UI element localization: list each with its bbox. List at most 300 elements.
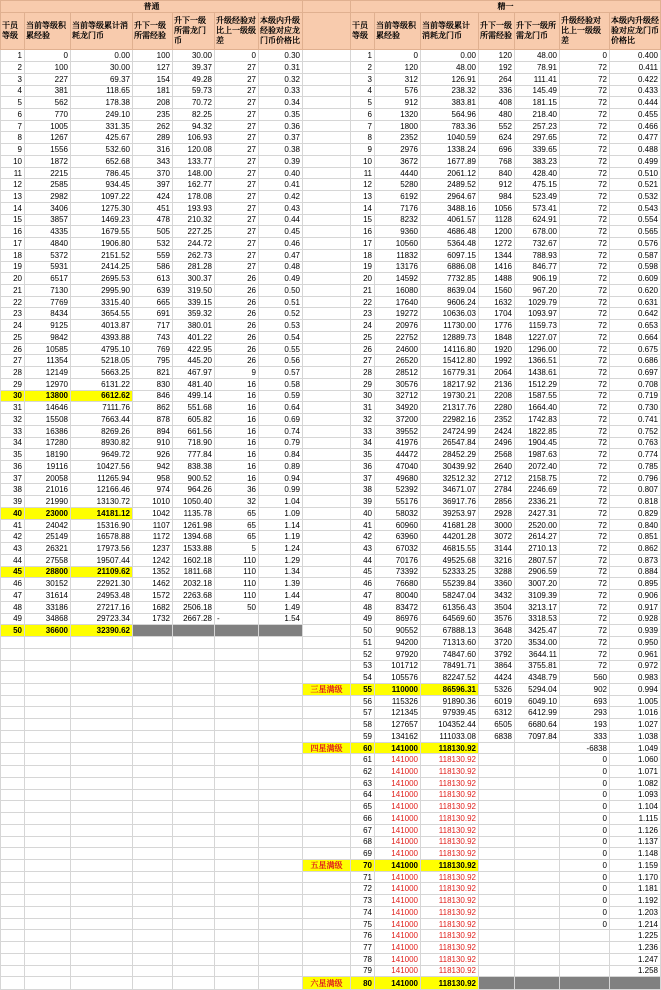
cell[interactable]: 862	[133, 402, 173, 414]
cell[interactable]: 1.115	[610, 813, 661, 825]
cell[interactable]: 26547.84	[421, 437, 479, 449]
empty-cell[interactable]	[173, 789, 215, 801]
cell[interactable]: 72	[560, 554, 610, 566]
cell[interactable]: 218.40	[515, 108, 560, 120]
empty-cell[interactable]	[215, 965, 259, 977]
cell[interactable]: 16	[1, 226, 25, 238]
cell[interactable]: 32390.62	[71, 625, 133, 637]
cell[interactable]: 20	[1, 273, 25, 285]
cell[interactable]: 1.225	[610, 930, 661, 942]
cell[interactable]: 0.774	[610, 449, 661, 461]
empty-cell[interactable]	[259, 977, 303, 990]
cell[interactable]: 0.31	[259, 62, 303, 74]
cell[interactable]: 72	[560, 648, 610, 660]
cell[interactable]: 6612.62	[71, 390, 133, 402]
empty-cell[interactable]	[259, 918, 303, 930]
cell[interactable]: 50	[1, 625, 25, 637]
cell[interactable]: 0.41	[259, 179, 303, 191]
cell[interactable]: 6412.99	[515, 707, 560, 719]
cell[interactable]	[479, 977, 515, 990]
empty-cell[interactable]	[1, 859, 25, 871]
cell[interactable]: 0.43	[259, 202, 303, 214]
cell[interactable]: 29	[1, 378, 25, 390]
cell[interactable]: 397	[133, 179, 173, 191]
empty-cell[interactable]	[71, 742, 133, 754]
cell[interactable]: 786.45	[71, 167, 133, 179]
cell[interactable]: 0.56	[259, 355, 303, 367]
cell[interactable]: 9	[351, 144, 375, 156]
empty-cell[interactable]	[215, 648, 259, 660]
cell[interactable]: 3109.39	[515, 590, 560, 602]
cell[interactable]: 1366.51	[515, 355, 560, 367]
cell[interactable]: 3644.11	[515, 648, 560, 660]
empty-cell[interactable]	[1, 942, 25, 954]
empty-cell[interactable]	[173, 942, 215, 954]
empty-cell[interactable]	[1, 824, 25, 836]
empty-cell[interactable]	[259, 754, 303, 766]
empty-cell[interactable]	[1, 730, 25, 742]
cell[interactable]	[515, 942, 560, 954]
cell[interactable]: 2158.75	[515, 472, 560, 484]
cell[interactable]: 1056	[479, 202, 515, 214]
cell[interactable]: 1664.40	[515, 402, 560, 414]
cell[interactable]: 118130.92	[421, 942, 479, 954]
cell[interactable]: 1352	[133, 566, 173, 578]
cell[interactable]: 61	[351, 754, 375, 766]
cell[interactable]: 910	[133, 437, 173, 449]
cell[interactable]: 3406	[25, 202, 71, 214]
spacer-cell[interactable]	[303, 824, 351, 836]
cell[interactable]: 560	[560, 672, 610, 684]
cell[interactable]: 18	[351, 249, 375, 261]
cell[interactable]: 2964.67	[421, 191, 479, 203]
cell[interactable]: 383.23	[515, 155, 560, 167]
cell[interactable]: 72	[560, 167, 610, 179]
cell[interactable]: 227.25	[173, 226, 215, 238]
cell[interactable]: 1469.23	[71, 214, 133, 226]
empty-cell[interactable]	[1, 848, 25, 860]
cell[interactable]: 72	[560, 484, 610, 496]
cell[interactable]: 63	[351, 777, 375, 789]
spacer-cell[interactable]	[303, 296, 351, 308]
spacer-cell[interactable]	[303, 320, 351, 332]
empty-cell[interactable]	[133, 637, 173, 649]
cell[interactable]: 10560	[375, 238, 421, 250]
cell[interactable]: 48.00	[515, 50, 560, 62]
cell[interactable]: 78.91	[515, 62, 560, 74]
cell[interactable]: 381	[25, 85, 71, 97]
empty-cell[interactable]	[133, 695, 173, 707]
cell[interactable]: 770	[25, 108, 71, 120]
cell[interactable]: 30.00	[71, 62, 133, 74]
cell[interactable]: 481.40	[173, 378, 215, 390]
cell[interactable]: 783.36	[421, 120, 479, 132]
cell[interactable]: 3720	[479, 637, 515, 649]
empty-cell[interactable]	[133, 824, 173, 836]
cell[interactable]: 475.15	[515, 179, 560, 191]
cell[interactable]: 4	[351, 85, 375, 97]
cell[interactable]: 77	[351, 942, 375, 954]
cell[interactable]: 208	[133, 97, 173, 109]
empty-cell[interactable]	[133, 930, 173, 942]
cell[interactable]: 795	[133, 355, 173, 367]
cell[interactable]: 1.049	[610, 742, 661, 754]
cell[interactable]: 21317.76	[421, 402, 479, 414]
cell[interactable]: 118130.92	[421, 953, 479, 965]
cell[interactable]: 27	[215, 179, 259, 191]
cell[interactable]	[515, 859, 560, 871]
cell[interactable]: 0.642	[610, 308, 661, 320]
empty-cell[interactable]	[133, 859, 173, 871]
cell[interactable]: 27217.16	[71, 601, 133, 613]
cell[interactable]: 1227.07	[515, 331, 560, 343]
cell[interactable]: 478	[133, 214, 173, 226]
cell[interactable]: 2414.25	[71, 261, 133, 273]
empty-cell[interactable]	[1, 918, 25, 930]
empty-cell[interactable]	[215, 766, 259, 778]
cell[interactable]: 0.994	[610, 683, 661, 695]
spacer-cell[interactable]	[303, 836, 351, 848]
cell[interactable]: 34671.07	[421, 484, 479, 496]
cell[interactable]: 1050.40	[173, 496, 215, 508]
cell[interactable]: 2	[1, 62, 25, 74]
cell[interactable]: 15	[351, 214, 375, 226]
cell[interactable]: 1.060	[610, 754, 661, 766]
cell[interactable]: 821	[133, 367, 173, 379]
cell[interactable]: 401.22	[173, 331, 215, 343]
spacer-cell[interactable]	[303, 343, 351, 355]
cell[interactable]: 5294.04	[515, 683, 560, 695]
empty-cell[interactable]	[25, 730, 71, 742]
cell[interactable]: 2427.31	[515, 507, 560, 519]
cell[interactable]: 1040.59	[421, 132, 479, 144]
cell[interactable]: 974	[133, 484, 173, 496]
spacer-cell[interactable]	[303, 918, 351, 930]
cell[interactable]: 451	[133, 202, 173, 214]
cell[interactable]: 0.79	[259, 437, 303, 449]
cell[interactable]: 8930.82	[71, 437, 133, 449]
cell[interactable]	[515, 895, 560, 907]
column-header[interactable]: 当前等级累计消耗龙门币	[421, 12, 479, 50]
empty-cell[interactable]	[1, 871, 25, 883]
empty-cell[interactable]	[133, 965, 173, 977]
empty-cell[interactable]	[133, 730, 173, 742]
cell[interactable]: 0	[560, 895, 610, 907]
cell[interactable]: 21	[1, 285, 25, 297]
cell[interactable]	[515, 754, 560, 766]
cell[interactable]: 15	[1, 214, 25, 226]
cell[interactable]: 878	[133, 414, 173, 426]
cell[interactable]	[479, 918, 515, 930]
cell[interactable]: 28	[1, 367, 25, 379]
cell[interactable]: 1512.29	[515, 378, 560, 390]
cell[interactable]: 9649.72	[71, 449, 133, 461]
cell[interactable]: 6505	[479, 719, 515, 731]
cell[interactable]: 71	[351, 871, 375, 883]
cell[interactable]: 0.37	[259, 132, 303, 144]
empty-cell[interactable]	[259, 695, 303, 707]
cell[interactable]: 3534.00	[515, 637, 560, 649]
cell[interactable]: 0	[560, 836, 610, 848]
cell[interactable]: 1097.22	[71, 191, 133, 203]
cell[interactable]: 86596.31	[421, 683, 479, 695]
cell[interactable]: 27	[215, 144, 259, 156]
cell[interactable]: 227	[25, 73, 71, 85]
spacer-cell[interactable]	[303, 97, 351, 109]
cell[interactable]: 3425.47	[515, 625, 560, 637]
empty-cell[interactable]	[259, 789, 303, 801]
cell[interactable]: 0.653	[610, 320, 661, 332]
cell[interactable]: 181	[133, 85, 173, 97]
cell[interactable]: 559	[133, 249, 173, 261]
cell[interactable]: 72	[560, 73, 610, 85]
cell[interactable]: 40	[1, 507, 25, 519]
cell[interactable]: 0.89	[259, 461, 303, 473]
cell[interactable]: 3072	[479, 531, 515, 543]
empty-cell[interactable]	[133, 977, 173, 990]
cell[interactable]: 1679.55	[71, 226, 133, 238]
cell[interactable]: 0.763	[610, 437, 661, 449]
cell[interactable]: 55	[351, 683, 375, 695]
cell[interactable]: 2976	[375, 144, 421, 156]
cell[interactable]: 35	[1, 449, 25, 461]
cell[interactable]: 0.928	[610, 613, 661, 625]
cell[interactable]: 121345	[375, 707, 421, 719]
cell[interactable]: 34	[351, 437, 375, 449]
spacer-cell[interactable]	[303, 144, 351, 156]
cell[interactable]: 1920	[479, 343, 515, 355]
column-header[interactable]: 当前等级积累经验	[375, 12, 421, 50]
empty-cell[interactable]	[133, 813, 173, 825]
cell[interactable]: 717	[133, 320, 173, 332]
cell[interactable]: 1005	[25, 120, 71, 132]
cell[interactable]: 370	[133, 167, 173, 179]
cell[interactable]: 1.170	[610, 871, 661, 883]
cell[interactable]: 262.73	[173, 249, 215, 261]
cell[interactable]: 4440	[375, 167, 421, 179]
cell[interactable]: 26	[215, 296, 259, 308]
cell[interactable]: 665	[133, 296, 173, 308]
spacer-cell[interactable]	[303, 132, 351, 144]
cell[interactable]: 22982.16	[421, 414, 479, 426]
empty-cell[interactable]	[71, 789, 133, 801]
cell[interactable]: 1.39	[259, 578, 303, 590]
cell[interactable]: 26	[351, 343, 375, 355]
cell[interactable]: 1.137	[610, 836, 661, 848]
cell[interactable]: 1872	[25, 155, 71, 167]
empty-cell[interactable]	[215, 977, 259, 990]
cell[interactable]: 0.94	[259, 472, 303, 484]
cell[interactable]: 69	[351, 848, 375, 860]
cell[interactable]: 17	[351, 238, 375, 250]
spacer-cell[interactable]	[303, 85, 351, 97]
cell[interactable]: 26520	[375, 355, 421, 367]
cell[interactable]: 17280	[25, 437, 71, 449]
cell[interactable]: 0.42	[259, 191, 303, 203]
cell[interactable]: 1987.63	[515, 449, 560, 461]
empty-cell[interactable]	[133, 719, 173, 731]
cell[interactable]: 75	[351, 918, 375, 930]
empty-cell[interactable]	[259, 766, 303, 778]
cell[interactable]: 23	[1, 308, 25, 320]
cell[interactable]: 691	[133, 308, 173, 320]
cell[interactable]: 12	[1, 179, 25, 191]
cell[interactable]	[479, 801, 515, 813]
cell[interactable]: 27	[215, 97, 259, 109]
cell[interactable]: 80040	[375, 590, 421, 602]
cell[interactable]: 47	[351, 590, 375, 602]
spacer-cell[interactable]	[303, 261, 351, 273]
cell[interactable]: 1556	[25, 144, 71, 156]
empty-cell[interactable]	[173, 695, 215, 707]
cell[interactable]: 2712	[479, 472, 515, 484]
empty-cell[interactable]	[259, 836, 303, 848]
cell[interactable]: -6838	[560, 742, 610, 754]
spacer-cell[interactable]	[303, 496, 351, 508]
cell[interactable]: 425.67	[71, 132, 133, 144]
cell[interactable]: 1.19	[259, 531, 303, 543]
cell[interactable]: 1704	[479, 308, 515, 320]
cell[interactable]: 1.214	[610, 918, 661, 930]
cell[interactable]: 3000	[479, 519, 515, 531]
cell[interactable]: 7130	[25, 285, 71, 297]
cell[interactable]: 2424	[479, 425, 515, 437]
cell[interactable]: 32	[215, 496, 259, 508]
cell[interactable]: 894	[133, 425, 173, 437]
cell[interactable]: 2856	[479, 496, 515, 508]
cell[interactable]: 45	[351, 566, 375, 578]
cell[interactable]: 3315.40	[71, 296, 133, 308]
cell[interactable]: 14592	[375, 273, 421, 285]
cell[interactable]: 696	[479, 144, 515, 156]
cell[interactable]: 13130.72	[71, 496, 133, 508]
cell[interactable]: 0.906	[610, 590, 661, 602]
cell[interactable]: 906.19	[515, 273, 560, 285]
cell[interactable]: 7769	[25, 296, 71, 308]
empty-cell[interactable]	[173, 836, 215, 848]
empty-cell[interactable]	[215, 730, 259, 742]
cell[interactable]: 72	[560, 414, 610, 426]
cell[interactable]: 118130.92	[421, 754, 479, 766]
cell[interactable]: 41976	[375, 437, 421, 449]
cell[interactable]: 63960	[375, 531, 421, 543]
cell[interactable]: 0.36	[259, 120, 303, 132]
cell[interactable]: 72	[560, 472, 610, 484]
cell[interactable]: 72	[560, 202, 610, 214]
cell[interactable]: 42	[351, 531, 375, 543]
cell[interactable]: 3648	[479, 625, 515, 637]
cell[interactable]: 2032.18	[173, 578, 215, 590]
cell[interactable]: 38	[351, 484, 375, 496]
empty-cell[interactable]	[1, 672, 25, 684]
cell[interactable]: 1.44	[259, 590, 303, 602]
spacer-cell[interactable]	[303, 801, 351, 813]
cell[interactable]: 0	[375, 50, 421, 62]
cell[interactable]	[515, 848, 560, 860]
cell[interactable]: 4348.79	[515, 672, 560, 684]
cell[interactable]: 26	[215, 355, 259, 367]
cell[interactable]: 72	[560, 238, 610, 250]
empty-cell[interactable]	[133, 848, 173, 860]
cell[interactable]: -	[215, 613, 259, 625]
cell[interactable]: 37	[1, 472, 25, 484]
milestone-label[interactable]: 六星满级	[303, 977, 351, 990]
cell[interactable]: 110	[215, 590, 259, 602]
empty-cell[interactable]	[173, 742, 215, 754]
cell[interactable]: 840	[479, 167, 515, 179]
cell[interactable]: 10	[351, 155, 375, 167]
empty-cell[interactable]	[71, 648, 133, 660]
cell[interactable]: 1.04	[259, 496, 303, 508]
cell[interactable]: 27	[215, 132, 259, 144]
cell[interactable]: 3504	[479, 601, 515, 613]
cell[interactable]: 29	[351, 378, 375, 390]
spacer-cell[interactable]	[303, 461, 351, 473]
cell[interactable]: 1.34	[259, 566, 303, 578]
column-header[interactable]: 升级经验对比上一级级差	[560, 12, 610, 50]
spacer-cell[interactable]	[303, 50, 351, 62]
cell[interactable]: 3	[351, 73, 375, 85]
empty-cell[interactable]	[71, 871, 133, 883]
cell[interactable]: 316	[133, 144, 173, 156]
spacer-cell[interactable]	[303, 378, 351, 390]
cell[interactable]: 0.752	[610, 425, 661, 437]
cell[interactable]: 26	[215, 273, 259, 285]
cell[interactable]: 0.400	[610, 50, 661, 62]
spacer-cell[interactable]	[303, 672, 351, 684]
cell[interactable]: 27	[215, 261, 259, 273]
empty-cell[interactable]	[25, 695, 71, 707]
cell[interactable]: 2336.21	[515, 496, 560, 508]
cell[interactable]: 1172	[133, 531, 173, 543]
cell[interactable]	[215, 625, 259, 637]
cell[interactable]: 0	[560, 906, 610, 918]
cell[interactable]: 1320	[375, 108, 421, 120]
cell[interactable]	[560, 977, 610, 990]
cell[interactable]: 1	[1, 50, 25, 62]
cell[interactable]: 2585	[25, 179, 71, 191]
cell[interactable]: 13800	[25, 390, 71, 402]
cell[interactable]: 8	[1, 132, 25, 144]
cell[interactable]	[479, 871, 515, 883]
cell[interactable]: 97920	[375, 648, 421, 660]
cell[interactable]: 0.631	[610, 296, 661, 308]
cell[interactable]: 178.38	[71, 97, 133, 109]
empty-cell[interactable]	[215, 777, 259, 789]
empty-cell[interactable]	[25, 906, 71, 918]
cell[interactable]: 141000	[375, 801, 421, 813]
cell[interactable]: 120.08	[173, 144, 215, 156]
cell[interactable]: 1992	[479, 355, 515, 367]
cell[interactable]: 74	[351, 906, 375, 918]
empty-cell[interactable]	[71, 637, 133, 649]
cell[interactable]: 94.32	[173, 120, 215, 132]
cell[interactable]: 769	[133, 343, 173, 355]
cell[interactable]: 3576	[479, 613, 515, 625]
cell[interactable]: 46	[351, 578, 375, 590]
empty-cell[interactable]	[1, 648, 25, 660]
cell[interactable]: 1.203	[610, 906, 661, 918]
cell[interactable]: 0	[560, 766, 610, 778]
cell[interactable]: 148.00	[173, 167, 215, 179]
empty-cell[interactable]	[71, 824, 133, 836]
cell[interactable]: 72	[560, 543, 610, 555]
cell[interactable]: 26	[215, 343, 259, 355]
cell[interactable]: 49680	[375, 472, 421, 484]
cell[interactable]: 19	[351, 261, 375, 273]
cell[interactable]: 0.433	[610, 85, 661, 97]
cell[interactable]: 0.576	[610, 238, 661, 250]
